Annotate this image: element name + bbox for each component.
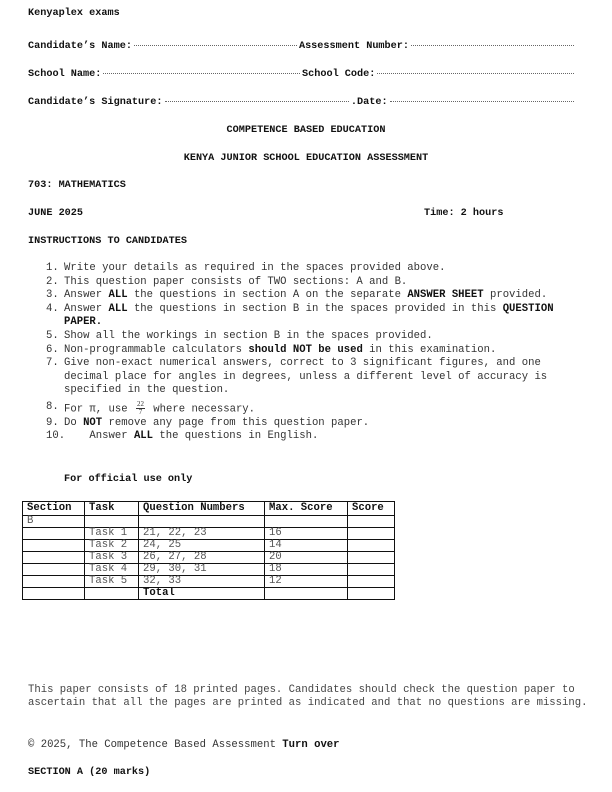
score-cell[interactable] bbox=[348, 540, 395, 552]
brand-header: Kenyaplex exams bbox=[28, 8, 120, 19]
score-cell[interactable] bbox=[348, 576, 395, 588]
table-row: Task 2 24, 25 14 bbox=[23, 540, 395, 552]
instruction-item: 5. Show all the workings in section B in the spaces provided. bbox=[46, 329, 433, 342]
score-cell[interactable] bbox=[348, 516, 395, 528]
pages-note: This paper consists of 18 printed pages. Candidates should check the question paper to ascertain that all the pages are printed as indicated and that no questions are missing. bbox=[28, 684, 588, 709]
official-score-table bbox=[22, 501, 395, 600]
col-task: Task bbox=[85, 502, 139, 516]
candidate-name-field[interactable] bbox=[134, 45, 297, 46]
score-cell[interactable] bbox=[348, 528, 395, 540]
table-row: Task 4 29, 30, 31 18 bbox=[23, 564, 395, 576]
col-question-numbers: Question Numbers bbox=[139, 502, 265, 516]
title-line-1: COMPETENCE BASED EDUCATION bbox=[226, 125, 386, 136]
instruction-item: 8. For π, use $\frac{22}{7}$ where necessary. bbox=[46, 399, 256, 416]
school-code-label: School Code: bbox=[302, 69, 376, 80]
instruction-item: 1. Write your details as required in the spaces provided above. bbox=[46, 262, 446, 274]
instruction-item: 9. Do NOT remove any page from this question paper. bbox=[46, 416, 370, 429]
assessment-number-field[interactable] bbox=[411, 45, 574, 46]
instruction-item: 2. This question paper consists of TWO sections: A and B. bbox=[46, 275, 408, 288]
official-use-heading: For official use only bbox=[64, 474, 193, 485]
instruction-item: 3. Answer ALL the questions in section A on the separate ANSWER SHEET provided. bbox=[46, 289, 548, 302]
score-cell[interactable] bbox=[348, 552, 395, 564]
table-row: Task 3 26, 27, 28 20 bbox=[23, 552, 395, 564]
candidate-name-label: Candidate’s Name: bbox=[28, 41, 132, 52]
col-max-score: Max. Score bbox=[265, 502, 348, 516]
instruction-item: 6. Non-programmable calculators should NOT be used in this examination. bbox=[46, 343, 497, 356]
turn-over: Turn over bbox=[282, 739, 340, 751]
title-line-2: KENYA JUNIOR SCHOOL EDUCATION ASSESSMENT bbox=[183, 153, 429, 164]
instruction-item: 4. Answer ALL the questions in section B in the spaces provided in this QUESTION PAPER. bbox=[46, 302, 554, 329]
signature-label: Candidate’s Signature: bbox=[28, 97, 163, 108]
signature-field[interactable] bbox=[165, 101, 349, 102]
instruction-item: 10. Answer ALL the questions in English. bbox=[46, 430, 319, 443]
section-a-heading: SECTION A (20 marks) bbox=[28, 767, 151, 778]
field-row-signature bbox=[28, 97, 576, 111]
table-row: Task 5 32, 33 12 bbox=[23, 576, 395, 588]
instructions-list bbox=[46, 262, 591, 444]
field-row-school bbox=[28, 69, 576, 83]
school-name-label: School Name: bbox=[28, 69, 102, 80]
table-row: Task 1 21, 22, 23 16 bbox=[23, 528, 395, 540]
exam-session: JUNE 2025 bbox=[28, 208, 84, 219]
school-name-field[interactable] bbox=[103, 73, 300, 74]
subject-code: 703: MATHEMATICS bbox=[28, 180, 126, 191]
score-cell[interactable] bbox=[348, 564, 395, 576]
col-score: Score bbox=[348, 502, 395, 516]
table-header-row bbox=[23, 502, 395, 516]
instructions-heading: INSTRUCTIONS TO CANDIDATES bbox=[28, 236, 187, 247]
date-field[interactable] bbox=[390, 101, 574, 102]
col-section: Section bbox=[23, 502, 85, 516]
total-score-cell[interactable] bbox=[348, 588, 395, 600]
total-label: Total bbox=[139, 588, 265, 600]
date-label: .Date: bbox=[350, 97, 388, 108]
school-code-field[interactable] bbox=[377, 73, 574, 74]
copyright-line: © 2025, The Competence Based Assessment Turn over bbox=[28, 739, 340, 751]
assessment-number-label: Assessment Number: bbox=[298, 41, 409, 52]
fraction-22-over-7: $\frac{22}{7}$ bbox=[136, 399, 144, 416]
exam-time: Time: 2 hours bbox=[424, 208, 504, 219]
instruction-item: 7. Give non-exact numerical answers, correct to 3 significant figures, and one decimal place for angles in degrees, unless a different level of accuracy is specified in the question. bbox=[46, 357, 548, 397]
table-row: B bbox=[23, 516, 395, 528]
field-row-name bbox=[28, 41, 576, 55]
table-row-total bbox=[23, 588, 395, 600]
